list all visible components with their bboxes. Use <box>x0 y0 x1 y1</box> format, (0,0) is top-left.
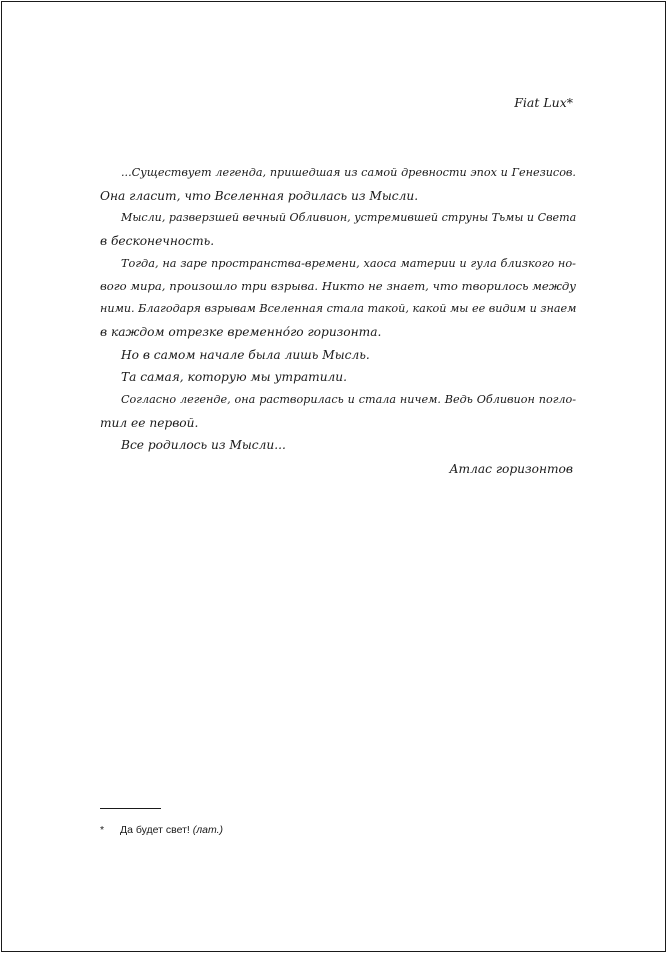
text-line: Она гласит, что Вселенная родилась из Мысли. <box>100 188 419 203</box>
footnote-marker: * <box>100 824 105 836</box>
epigraph-attribution: Атлас горизонтов <box>449 462 573 476</box>
footnote-text: Да будет свет! <box>120 824 193 836</box>
epigraph-title: Fiat Lux* <box>514 95 573 110</box>
text-line: ними. Благодаря взрывам Вселенная стала такой, какой мы ее видим и знаем <box>100 302 577 316</box>
text-line: тил ее первой. <box>100 415 199 430</box>
text-line: Но в самом начале была лишь Мысль. <box>121 347 370 362</box>
footnote-divider <box>100 808 161 809</box>
book-page <box>1 1 666 952</box>
text-line: в каждом отрезке временно́го горизонта. <box>100 324 382 339</box>
text-line: вого мира, произошло три взрыва. Никто не знает, что творилось между <box>100 279 576 294</box>
text-line: в бесконечность. <box>100 234 215 249</box>
text-line: Все родилось из Мысли... <box>121 438 286 453</box>
footnote-language-note: (лат.) <box>192 824 224 836</box>
text-line: Та самая, которую мы утратили. <box>121 370 348 385</box>
epigraph-text <box>100 162 576 457</box>
text-line: Согласно легенде, она растворилась и стала ничем. Ведь Обливион погло- <box>121 392 576 406</box>
text-line: Тогда, на заре пространства-времени, хаоса материи и гула близкого но- <box>121 256 576 270</box>
text-line: Мысли, разверзшей вечный Обливион, устремившей струны Тьмы и Света <box>121 211 577 225</box>
footnote <box>100 824 223 836</box>
text-line: ...Существует легенда, пришедшая из самой древности эпох и Генезисов. <box>121 166 576 179</box>
